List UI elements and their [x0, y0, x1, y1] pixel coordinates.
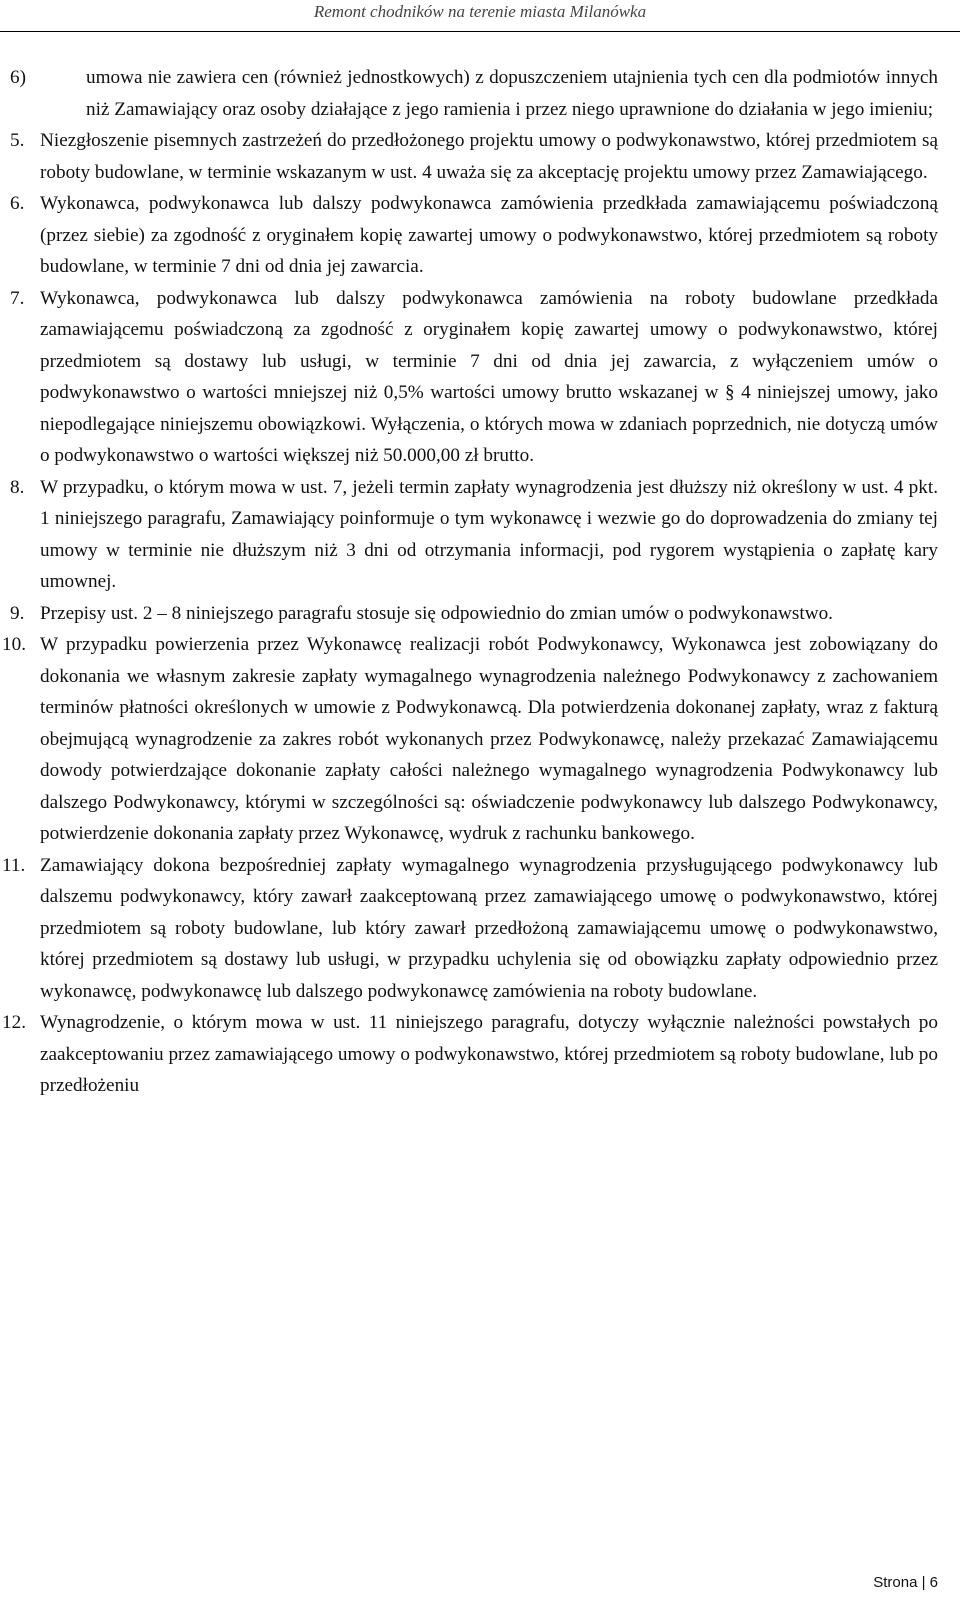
item-text: Wynagrodzenie, o którym mowa w ust. 11 niniejszego paragrafu, dotyczy wyłącznie należności powstałych po zaakceptowaniu przez zamawiającego umowy o podwykonawstwo, której przedmiotem są roboty budowlane, lub po przedłożeniu — [40, 1012, 938, 1096]
item-number: 7. — [10, 287, 25, 309]
item-text: Niezgłoszenie pisemnych zastrzeżeń do przedłożonego projektu umowy o podwykonawstwo, której przedmiotem są roboty budowlane, w terminie wskazanym w ust. 4 uważa się za akceptację projektu umowy przez Zamawiającego. — [40, 130, 938, 183]
item-number: 6) — [10, 67, 26, 88]
item-text: Wykonawca, podwykonawca lub dalszy podwykonawca zamówienia przedkłada zamawiającemu poświadczoną (przez siebie) za zgodność z oryginałem kopię zawartej umowy o podwykonawstwo, której przedmiotem są roboty budowlane, w terminie 7 dni od dnia jej zawarcia. — [40, 193, 938, 277]
item-number: 10. — [2, 634, 26, 655]
header-divider — [0, 31, 960, 32]
item-text: W przypadku powierzenia przez Wykonawcę realizacji robót Podwykonawcy, Wykonawca jest zobowiązany do dokonania we własnym zakresie zapłaty wymagalnego wynagrodzenia należnego Podwykonawcy z zachowaniem terminów płatności określonych w umowie z Podwykonawcą. Dla potwierdzenia dokonanej zapłaty, wraz z fakturą obejmującą wynagrodzenie za zakres robót wykonanych przez Podwykonawcę, należy przekazać Zamawiającemu dowody potwierdzające dokonanie zapłaty całości należnego wymagalnego wynagrodzenia Podwykonawcy lub dalszego Podwykonawcy, którymi w szczególności są: oświadczenie podwykonawcy lub dalszego Podwykonawcy, potwierdzenie dokonania zapłaty przez Wykonawcę, wydruk z rachunku bankowego. — [40, 634, 938, 844]
list-item — [10, 62, 938, 125]
list-item — [10, 125, 938, 188]
item-number: 11. — [2, 854, 26, 876]
list-item — [10, 188, 938, 283]
item-number: 5. — [10, 130, 25, 151]
page-number: Strona | 6 — [873, 1574, 938, 1591]
item-text: umowa nie zawiera cen (również jednostkowych) z dopuszczeniem utajnienia tych cen dla podmiotów innych niż Zamawiający oraz osoby działające z jego ramienia i przez niego uprawnione do działania w jego imieniu; — [86, 67, 938, 120]
item-text: Zamawiający dokona bezpośredniej zapłaty wymagalnego wynagrodzenia przysługującego podwykonawcy lub dalszemu podwykonawcy, który zawarł zaakceptowaną przez zamawiającego umowę o podwykonawstwo, której przedmiotem są roboty budowlane, lub który zawarł przedłożoną zamawiającemu umowę o podwykonawstwo, której przedmiotem są dostawy lub usługi, w przypadku uchylenia się od obowiązku zapłaty odpowiednio przez wykonawcę, podwykonawcę lub dalszego podwykonawcę zamówienia na roboty budowlane. — [40, 854, 938, 1002]
page-header — [0, 0, 960, 30]
item-number: 8. — [10, 476, 25, 498]
page-footer — [0, 1573, 938, 1593]
list-item — [10, 283, 938, 472]
item-number: 12. — [2, 1012, 26, 1033]
item-number: 6. — [10, 193, 25, 214]
document-body — [2, 62, 938, 1102]
item-text: W przypadku, o którym mowa w ust. 7, jeżeli termin zapłaty wynagrodzenia jest dłuższy niż określony w ust. 4 pkt. 1 niniejszego paragrafu, Zamawiający poinformuje o tym wykonawcę i wezwie go do doprowadzenia do zmiany tej umowy w terminie nie dłuższym niż 3 dni od otrzymania informacji, pod rygorem wystąpienia o zapłatę kary umownej. — [40, 476, 938, 592]
list-item — [2, 629, 938, 850]
list-item — [2, 1007, 938, 1102]
item-text: Przepisy ust. 2 – 8 niniejszego paragrafu stosuje się odpowiednio do zmian umów o podwykonawstwo. — [40, 602, 833, 624]
document-title: Remont chodników na terenie miasta Milanówka — [313, 2, 647, 21]
list-item — [2, 850, 938, 1008]
footer-divider — [0, 1567, 960, 1568]
item-number: 9. — [10, 602, 25, 624]
list-item — [10, 598, 938, 630]
list-item — [10, 472, 938, 598]
item-text: Wykonawca, podwykonawca lub dalszy podwykonawca zamówienia na roboty budowlane przedkłada zamawiającemu poświadczoną za zgodność z oryginałem kopię zawartej umowy o podwykonawstwo, której przedmiotem są dostawy lub usługi, w terminie 7 dni od dnia jej zawarcia, z wyłączeniem umów o podwykonawstwo o wartości mniejszej niż 0,5% wartości umowy brutto wskazanej w § 4 niniejszej umowy, jako niepodlegające niniejszemu obowiązkowi. Wyłączenia, o których mowa w zdaniach poprzednich, nie dotyczą umów o podwykonawstwo o wartości większej niż 50.000,00 zł brutto. — [40, 287, 938, 466]
